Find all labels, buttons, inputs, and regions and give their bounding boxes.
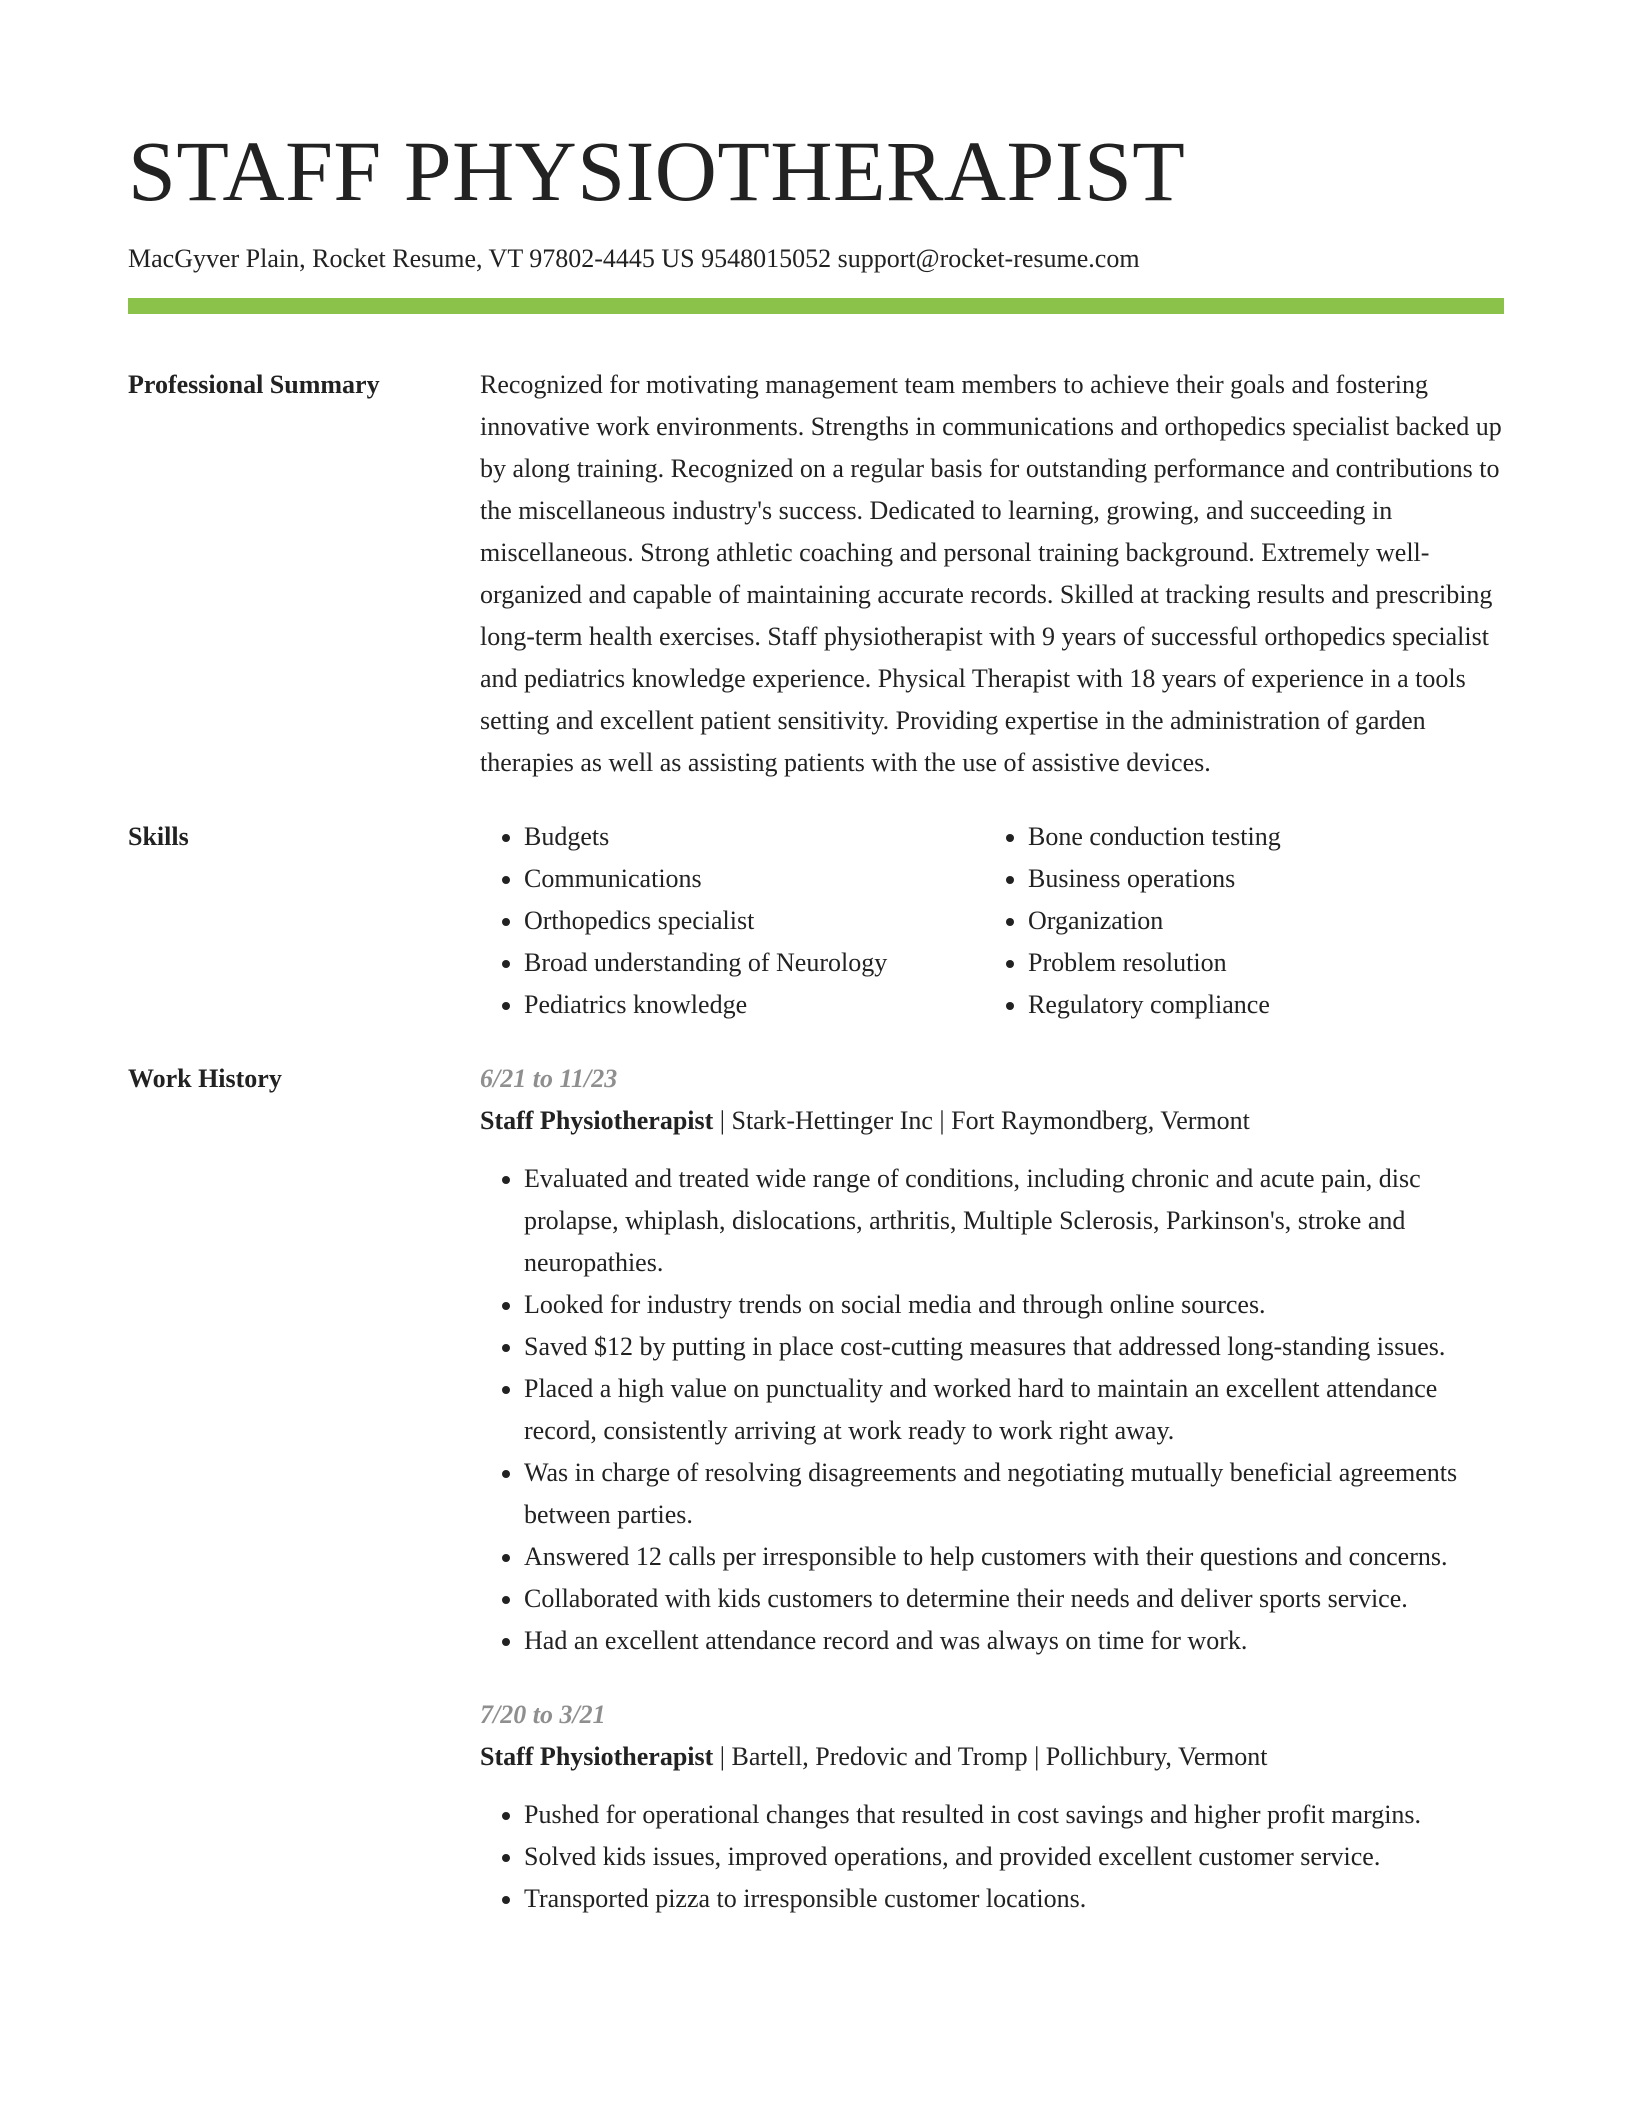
work-history-section: [128, 1058, 1504, 1920]
responsibility-item: • Was in charge of resolving disagreements and negotiating mutually beneficial agreements between parties.: [524, 1452, 1504, 1536]
responsibility-item: • Pushed for operational changes that resulted in cost savings and higher profit margins.: [524, 1794, 1504, 1836]
skill-item: • Pediatrics knowledge: [524, 984, 984, 1026]
resume-page: [128, 0, 1504, 1920]
job-title: Staff Physiotherapist: [480, 1106, 714, 1135]
summary-heading: Professional Summary: [128, 370, 380, 399]
job-entry: [480, 1058, 1504, 1662]
skill-item: • Budgets: [524, 816, 984, 858]
job-employer-location: | Stark-Hettinger Inc | Fort Raymondberg, Vermont: [713, 1106, 1250, 1135]
job-header: [480, 1100, 1504, 1142]
job-dates: 6/21 to 11/23: [480, 1064, 618, 1093]
job-entry: [480, 1694, 1504, 1920]
responsibility-item: • Had an excellent attendance record and was always on time for work.: [524, 1620, 1504, 1662]
skills-columns: [480, 816, 1504, 1026]
job-title: Staff Physiotherapist: [480, 1742, 714, 1771]
skills-list-right: [984, 816, 1504, 1026]
skill-item: • Regulatory compliance: [1028, 984, 1504, 1026]
skill-item: • Orthopedics specialist: [524, 900, 984, 942]
responsibility-item: • Saved $12 by putting in place cost-cutting measures that addressed long-standing issues.: [524, 1326, 1504, 1368]
skill-item: • Broad understanding of Neurology: [524, 942, 984, 984]
skill-item: • Organization: [1028, 900, 1504, 942]
header-divider: [128, 298, 1504, 314]
skill-item: • Bone conduction testing: [1028, 816, 1504, 858]
responsibility-item: • Looked for industry trends on social media and through online sources.: [524, 1284, 1504, 1326]
skills-heading: Skills: [128, 822, 189, 851]
work-history-list: [480, 1058, 1504, 1920]
skills-list-left: [480, 816, 984, 1026]
responsibility-item: • Answered 12 calls per irresponsible to help customers with their questions and concerns.: [524, 1536, 1504, 1578]
contact-line: MacGyver Plain, Rocket Resume, VT 97802-4445 US 9548015052 support@rocket-resume.com: [128, 244, 1140, 273]
responsibility-item: • Transported pizza to irresponsible customer locations.: [524, 1878, 1504, 1920]
responsibility-item: • Collaborated with kids customers to determine their needs and deliver sports service.: [524, 1578, 1504, 1620]
job-employer-location: | Bartell, Predovic and Tromp | Pollichbury, Vermont: [713, 1742, 1268, 1771]
resume-title: STAFF PHYSIOTHERAPIST: [128, 123, 1186, 219]
skills-section: [128, 816, 1504, 1026]
responsibility-item: • Solved kids issues, improved operations, and provided excellent customer service.: [524, 1836, 1504, 1878]
job-responsibilities: [480, 1794, 1504, 1920]
work-history-heading: Work History: [128, 1064, 282, 1093]
skill-item: • Business operations: [1028, 858, 1504, 900]
job-responsibilities: [480, 1158, 1504, 1662]
summary-text: Recognized for motivating management team members to achieve their goals and fostering innovative work environments. Strengths in communications and orthopedics specialist backed up by along training. Recognized on a regular basis for outstanding performance and contributions to the miscellaneous industry's success. Dedicated to learning, growing, and succeeding in miscellaneous. Strong athletic coaching and personal training background. Extremely well-organized and capable of maintaining accurate records. Skilled at tracking results and prescribing long-term health exercises. Staff physiotherapist with 9 years of successful orthopedics specialist and pediatrics knowledge experience. Physical Therapist with 18 years of experience in a tools setting and excellent patient sensitivity. Providing expertise in the administration of garden therapies as well as assisting patients with the use of assistive devices.: [480, 370, 1502, 777]
responsibility-item: • Placed a high value on punctuality and worked hard to maintain an excellent attendance record, consistently arriving at work ready to work right away.: [524, 1368, 1504, 1452]
skill-item: • Communications: [524, 858, 984, 900]
job-dates: 7/20 to 3/21: [480, 1700, 606, 1729]
skill-item: • Problem resolution: [1028, 942, 1504, 984]
job-header: [480, 1736, 1504, 1778]
summary-section: [128, 364, 1504, 784]
responsibility-item: • Evaluated and treated wide range of conditions, including chronic and acute pain, disc prolapse, whiplash, dislocations, arthritis, Multiple Sclerosis, Parkinson's, stroke and neuropathies.: [524, 1158, 1504, 1284]
